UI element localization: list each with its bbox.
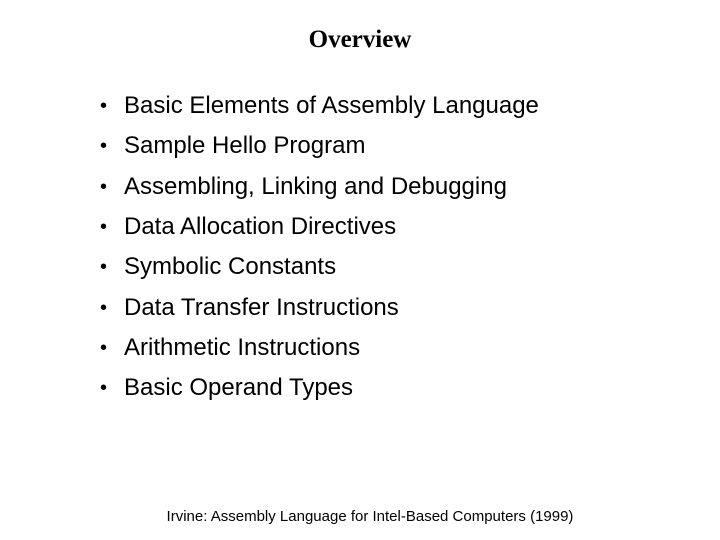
bullet-text: Symbolic Constants [124, 253, 337, 281]
bullet-text: Basic Operand Types [124, 374, 354, 402]
bullet-item [100, 167, 539, 207]
bullet-dot: • [100, 216, 108, 239]
bullet-text: Data Allocation Directives [124, 213, 397, 241]
bullet-item [100, 126, 539, 166]
bullet-dot: • [100, 95, 108, 118]
bullet-dot: • [100, 296, 108, 319]
footer-citation: Irvine: Assembly Language for Intel-Based Computers (1999) [166, 508, 574, 525]
bullet-text: Sample Hello Program [124, 132, 366, 160]
bullet-dot: • [100, 336, 108, 359]
bullet-text: Assembling, Linking and Debugging [124, 172, 507, 200]
bullet-item [100, 368, 539, 408]
bullet-dot: • [100, 377, 108, 400]
slide-title: Overview [308, 26, 412, 53]
bullet-item [100, 287, 539, 327]
bullet-item [100, 328, 539, 368]
bullet-text: Data Transfer Instructions [124, 293, 399, 321]
bullet-dot: • [100, 175, 108, 198]
bullet-item [100, 86, 539, 126]
bullet-list [100, 86, 539, 408]
bullet-dot: • [100, 256, 108, 279]
bullet-text: Arithmetic Instructions [124, 333, 361, 361]
bullet-item [100, 207, 539, 247]
bullet-item [100, 247, 539, 287]
bullet-dot: • [100, 135, 108, 158]
bullet-text: Basic Elements of Assembly Language [124, 92, 539, 120]
